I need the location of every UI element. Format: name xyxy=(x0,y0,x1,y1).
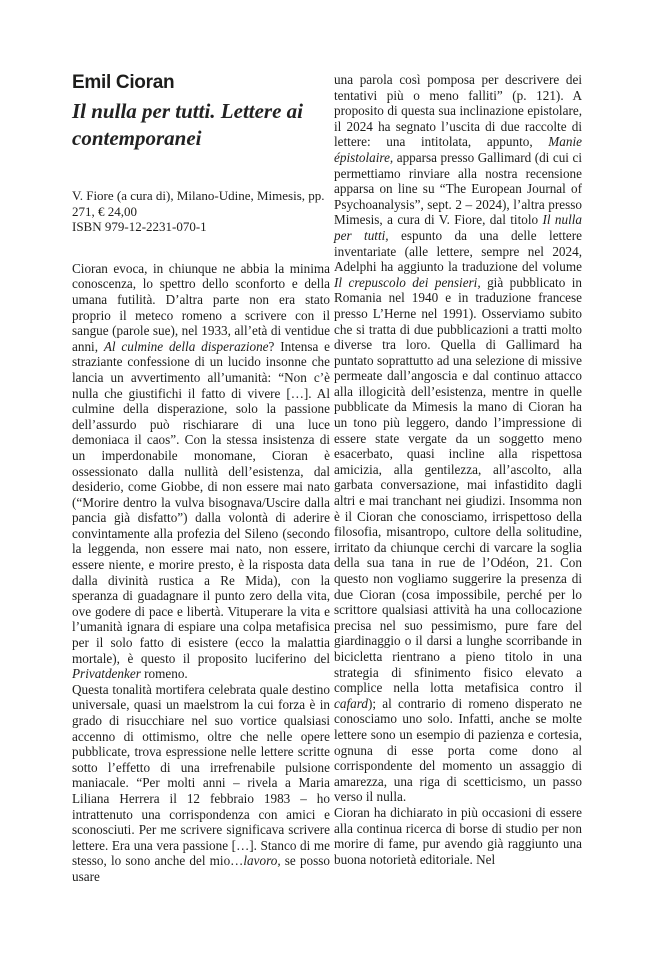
italic-text: Manie épistolaire, xyxy=(334,134,582,165)
text-run: Cioran evoca, in chiunque ne abbia la minima conoscenza, lo spettro dello sconforto e della umana futilità. D’altra parte non era stato proprio il meteco romeno a scrivere con il sangue (parole sue), nel 1933, all’età di ventidue anni, xyxy=(72,260,330,354)
text-run: già pubblicato in Romania nel 1940 e in traduzione francese presso L’Herne nel 1991). Osserviamo subito che si tratta di due pubblicazioni a tratti molto diverse tra loro. Quella di Gallimard ha puntato soprattutto ad una selezione di missive permeate dall’angoscia e dal continuo attacco alla illogicità dell’esistenza, mentre in quelle pubblicate da Mimesis la mano di Cioran ha un tono più leggero, dando l’impressione di essere state vergate da un soggetto meno esacerbato, quasi incline alla rispettosa amicizia, alla gentilezza, all’ascolto, alla garbata conversazione, mai infastidito dagli altri e mai tranchant nei giudizi. Insomma non è il Cioran che conosciamo, irrispettoso della filosofia, misantropo, cultore della solitudine, irritato da chiunque cerchi di varcare la soglia della sua tana in rue de l’Odéon, 21. Con questo non vogliamo suggerire la presenza di due Cioran (cosa impossibile, perché per lo scrittore qualsiasi attività ha una collocazione precisa nel suo pessimismo, pure fare del giardinaggio o il darsi a lunghe scorribande in bicicletta rientrano a pieno titolo in una strategia di sfinimento fisico elevato a complice nella lotta metafisica contro il xyxy=(334,274,582,696)
text-run: una parola così pomposa per descrivere dei tentativi più o meno falliti” (p. 121). A proposito di questa sua inclinazione epistolare, il 2024 ha segnato l’uscita di due raccolte di lettere: una intitolata, appunto, xyxy=(334,72,582,150)
text-run: ? Intensa e straziante confessione di un lucido insonne che lancia un avvertimento all’umanità: “Non c’è nulla che giustifichi il fatto di vivere […]. Al culmine della disperazione, solo la passione dell’assurdo può rischiarare di una luce demoniaca il caos”. Con la stessa insistenza di un imperdonabile monomane, Cioran è ossessionato dalla nullità dell’esistenza, dal desiderio, come Giobbe, di non essere mai nato (“Morire dentro la vulva bisognava/Uscire dalla pancia già disfatto”) dalla volontà di aderire convintamente alla profezia del Sileno (secondo la leggenda, non essere mai nato, non essere, essere niente, e morire presto, è la risposta data dalla divinità rustica a Re Mida), con la speranza di guadagnare il punto zero della vita, ove godere di pace e libertà. Vituperare la vita e l’umanità ignara di espiare una colpa metafisica per il solo fatto di esistere (ecco la malattia mortale), è questo il proposito luciferino del xyxy=(72,338,330,666)
biblio-isbn-line: ISBN 979-12-2231-070-1 xyxy=(72,219,207,235)
book-title: Il nulla per tutti. Lettere ai contemporanei xyxy=(72,99,304,150)
bibliographic-info xyxy=(72,188,330,235)
body-paragraph xyxy=(334,805,582,867)
text-run: romeno. xyxy=(140,666,188,682)
text-run: espunto da una delle lettere inventariate (alle lettere, sempre nel 2024, Adelphi ha aggiunto la traduzione del volume xyxy=(334,227,582,275)
italic-text: Privatdenker xyxy=(72,666,141,682)
body-paragraph xyxy=(72,682,330,885)
author-name: Emil Cioran xyxy=(72,72,175,93)
right-column xyxy=(334,72,582,867)
body-paragraph xyxy=(334,72,582,805)
biblio-publisher-line: V. Fiore (a cura di), Milano-Udine, Mimesis, pp. 271, € 24,00 xyxy=(72,188,325,219)
text-run: Cioran ha dichiarato in più occasioni di essere alla continua ricerca di borse di studio per non morire di fame, pur avendo già raggiunto una buona notorietà editoriale. Nel xyxy=(334,804,582,867)
italic-text: Il nulla per tutti, xyxy=(334,212,583,243)
body-paragraph xyxy=(72,261,330,682)
text-run: apparsa presso Gallimard (di cui ci permettiamo rinviare alla nostra recensione apparsa on line su “The European Journal of Psychoanalysis”, sept. 2 – 2024), l’altra presso Mimesis, a cura di V. Fiore, dal titolo xyxy=(334,149,582,228)
italic-text: Il crepuscolo dei pensieri, xyxy=(334,274,481,290)
left-column xyxy=(72,62,330,885)
text-run: Questa tonalità mortifera celebrata quale destino universale, quasi un maelstrom la cui forza è in grado di risucchiare nel suo vortice qualsiasi accenno di ottimismo, oltre che nelle opere pubblicate, trova espressione nelle lettere scritte sotto l’effetto di una irrefrenabile pulsione maniacale. “Per molti anni – rivela a Maria Liliana Herrera il 12 febbraio 1983 – ho intrattenuto una corrispondenza con amici e sconosciuti. Per me scrivere significava scrivere lettere. Era una vera passione […]. Stanco di me stesso, lo sono anche del mio… xyxy=(72,681,330,869)
italic-text: lavoro, xyxy=(243,853,281,869)
italic-text: Al culmine della disperazione xyxy=(103,338,269,354)
text-run: se posso usare xyxy=(72,853,330,884)
right-body-text xyxy=(334,72,582,867)
text-run: ); al contrario di romeno disperato ne conosciamo uno solo. Infatti, anche se molte lettere sono un esempio di pazienza e cortesia, ognuna di esse porta come dono al corrispondente del momento un assaggio di amarezza, una riga di scetticismo, un passo verso il nulla. xyxy=(334,695,582,805)
italic-text: cafard xyxy=(334,695,368,711)
left-body-text xyxy=(72,261,330,885)
